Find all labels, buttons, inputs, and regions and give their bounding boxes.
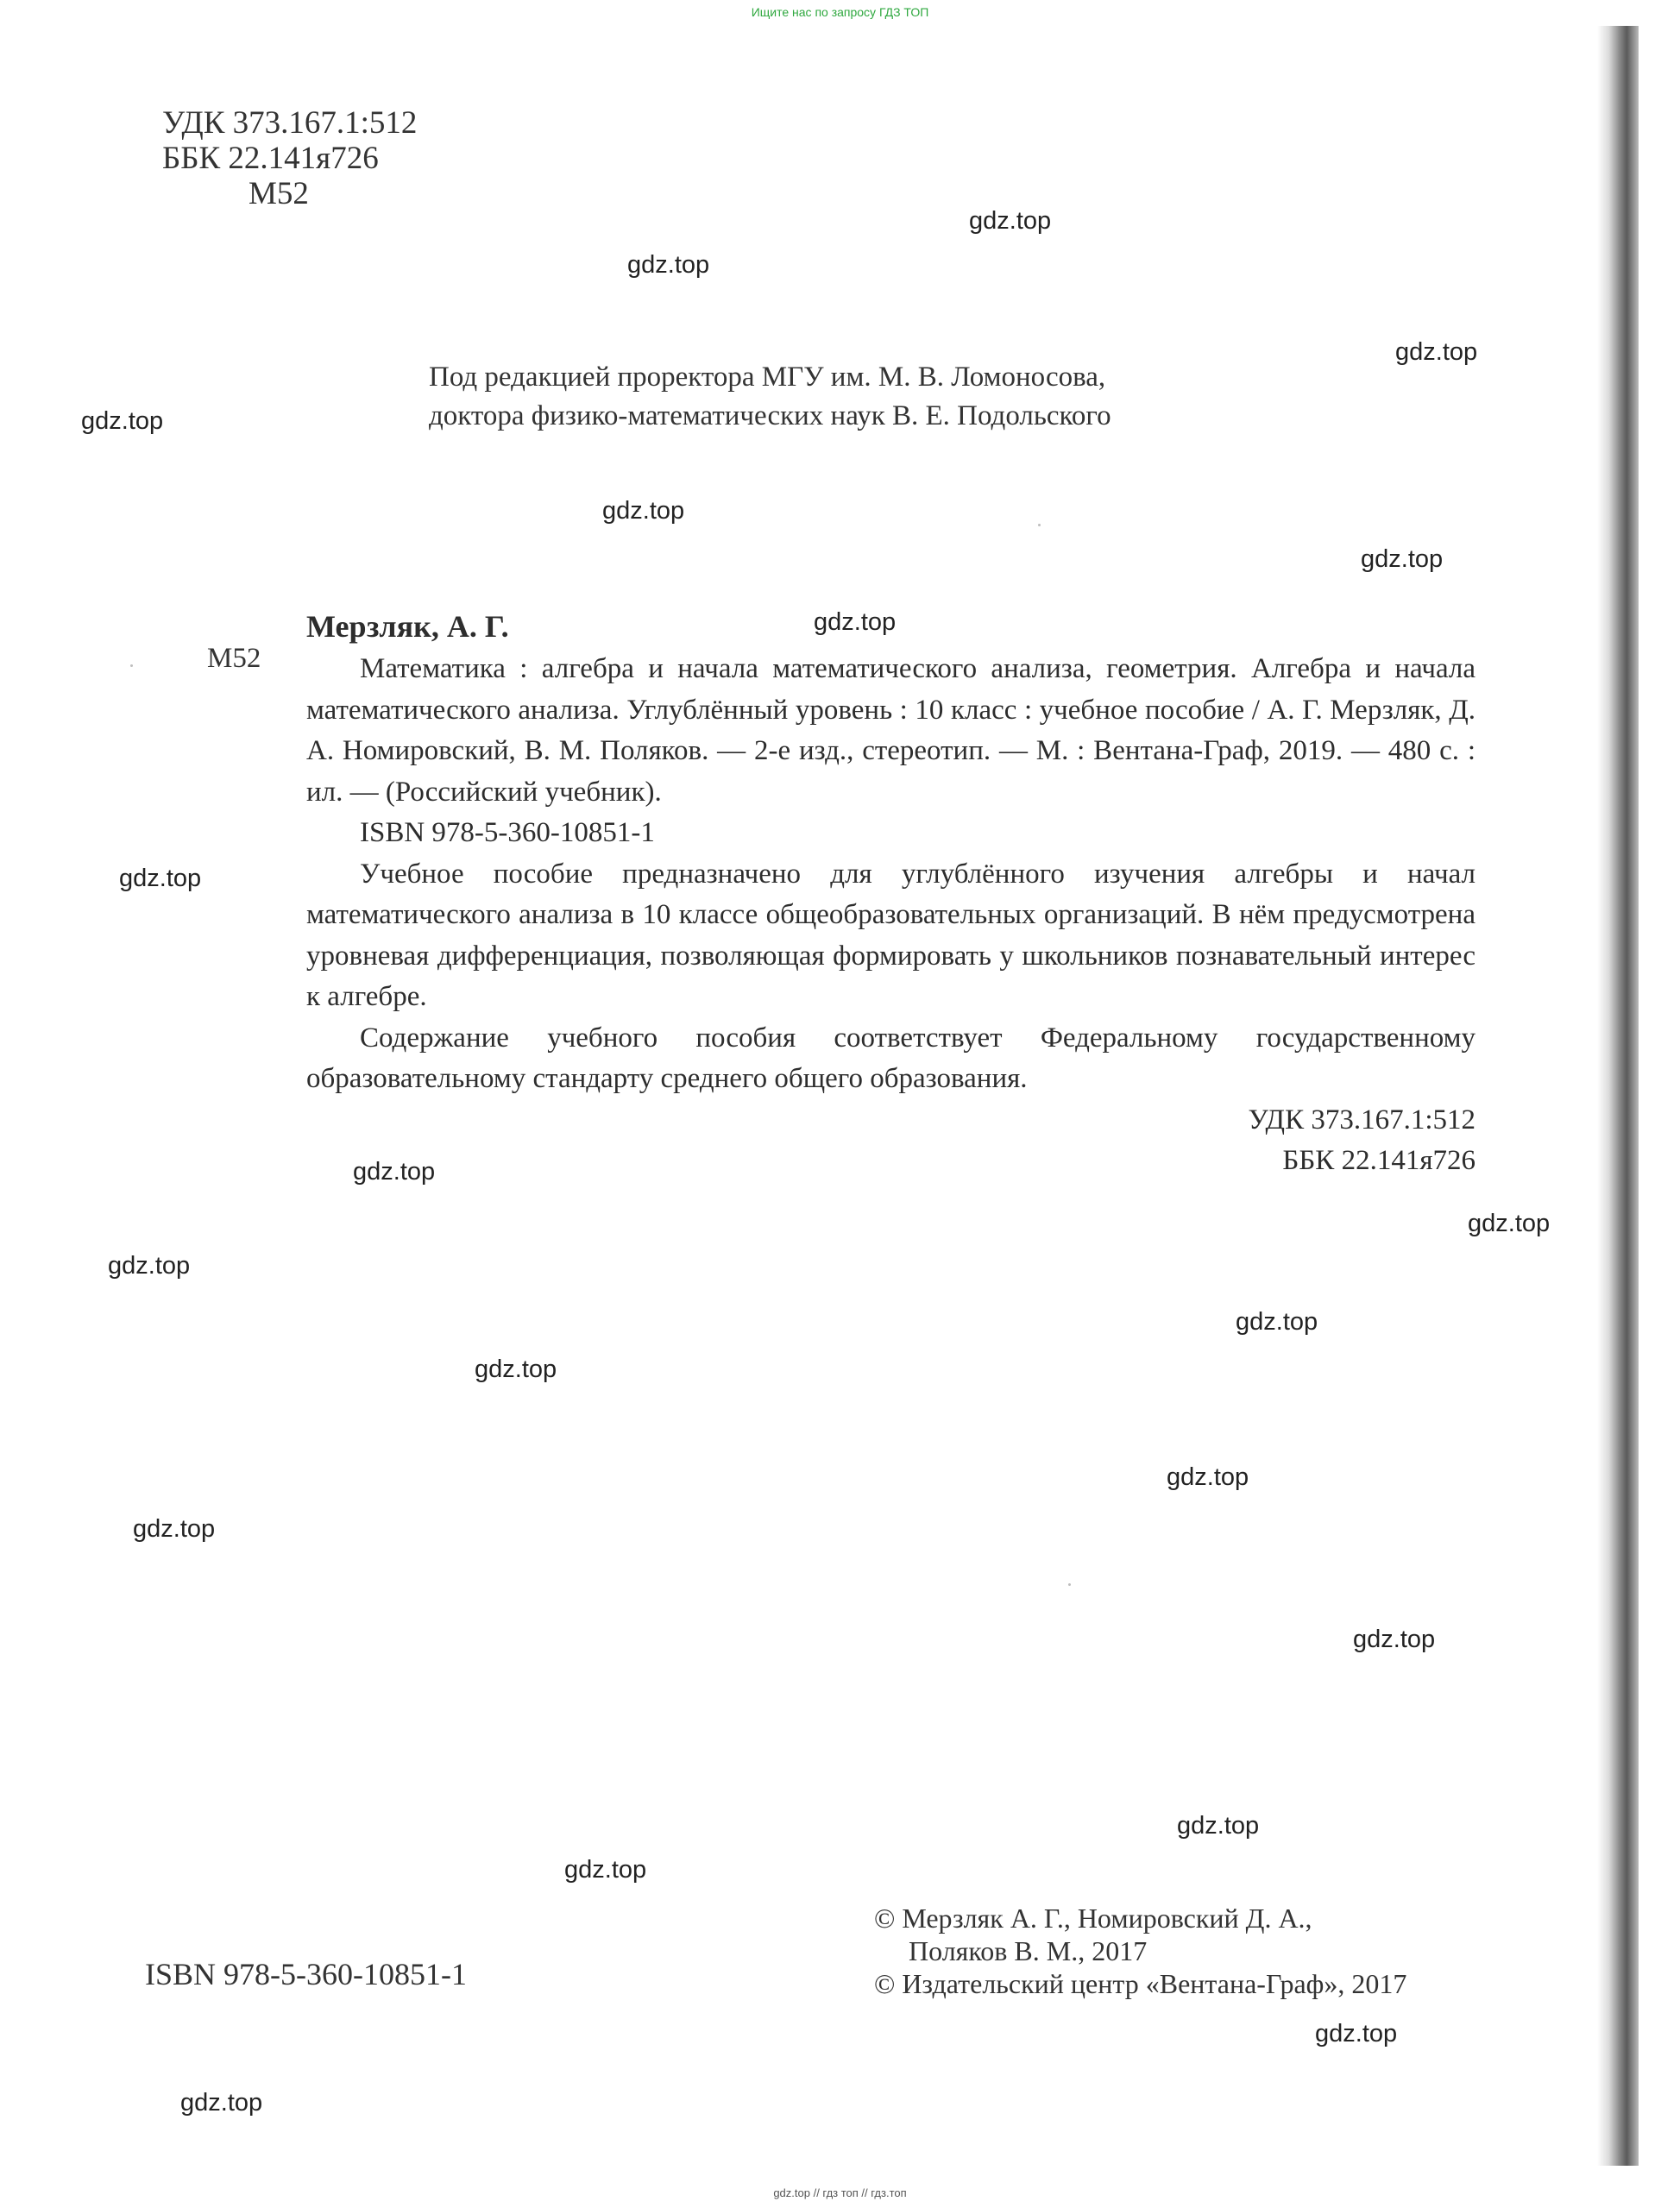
editors-line-2: доктора физико-математических наук В. Е. Подольского — [429, 400, 1111, 431]
watermark: gdz.top — [1353, 1626, 1436, 1653]
watermark: gdz.top — [353, 1158, 436, 1186]
watermark: gdz.top — [627, 251, 710, 279]
scan-speck — [130, 664, 133, 667]
bottom-banner: gdz.top // гдз топ // гдз.топ — [773, 2186, 907, 2199]
watermark: gdz.top — [1236, 1308, 1318, 1336]
scan-edge-shadow — [1597, 26, 1609, 2166]
catalog-card — [306, 604, 1476, 1182]
copyright-line-3: © Издательский центр «Вентана-Граф», 2017 — [874, 1968, 1407, 1999]
watermark: gdz.top — [602, 497, 685, 525]
editors-note — [429, 358, 1292, 436]
watermark: gdz.top — [1395, 338, 1478, 366]
watermark: gdz.top — [108, 1252, 191, 1280]
udk-code: УДК 373.167.1:512 — [162, 105, 418, 141]
editors-line-1: Под редакцией проректора МГУ им. М. В. Ломоносова, — [429, 362, 1106, 393]
udk-header — [162, 105, 417, 211]
copyright-line-1: © Мерзляк А. Г., Номировский Д. А., — [874, 1903, 1312, 1934]
watermark: gdz.top — [475, 1356, 557, 1383]
card-annotation-2: Содержание учебного пособия соответствует Федеральному государственному образовательному стандарту среднего общего образования. — [306, 1022, 1476, 1094]
isbn-bottom: ISBN 978-5-360-10851-1 — [145, 1957, 467, 1991]
watermark: gdz.top — [119, 865, 202, 892]
watermark: gdz.top — [564, 1856, 647, 1884]
watermark: gdz.top — [1468, 1210, 1551, 1237]
watermark: gdz.top — [1315, 2020, 1398, 2048]
scan-speck — [1038, 524, 1041, 526]
watermark: gdz.top — [180, 2089, 263, 2117]
scan-page-edge — [1609, 26, 1639, 2166]
card-annotation-1: Учебное пособие предназначено для углублённого изучения алгебры и начал математического анализа в 10 классе общеобразовательных организаций. В нём предусмотрена уровневая дифференциация, позволяющая формировать у школьников познавательный интерес к алгебре. — [306, 858, 1476, 1012]
watermark: gdz.top — [814, 608, 897, 636]
card-isbn: ISBN 978-5-360-10851-1 — [360, 817, 655, 848]
watermark: gdz.top — [1361, 545, 1444, 573]
watermark: gdz.top — [969, 207, 1052, 235]
author-code: М52 — [249, 176, 309, 211]
scan-speck — [1068, 1583, 1071, 1586]
card-udk: УДК 373.167.1:512 — [1248, 1104, 1476, 1135]
watermark: gdz.top — [133, 1515, 216, 1543]
card-author-code: М52 — [207, 643, 261, 674]
watermark: gdz.top — [81, 407, 164, 435]
copyright-line-2: Поляков В. М., 2017 — [909, 1935, 1148, 1966]
card-author: Мерзляк, А. Г. — [306, 609, 509, 644]
copyright-block — [874, 1902, 1406, 2000]
watermark: gdz.top — [1167, 1463, 1249, 1491]
top-banner: Ищите нас по запросу ГДЗ ТОП — [751, 5, 929, 19]
watermark: gdz.top — [1177, 1812, 1260, 1840]
card-description: Математика : алгебра и начала математического анализа, геометрия. Алгебра и начала математического анализа. Углублённый уровень : 10 класс : учебное пособие / А. Г. Мерзляк, Д. А. Номировский, В. М. Поляков. — 2-е изд., стереотип. — М. : Вентана-Граф, 2019. — 480 с. : ил. — (Российский учебник). — [306, 653, 1476, 808]
bbk-code: ББК 22.141я726 — [162, 141, 379, 176]
card-bbk: ББК 22.141я726 — [1282, 1145, 1476, 1176]
